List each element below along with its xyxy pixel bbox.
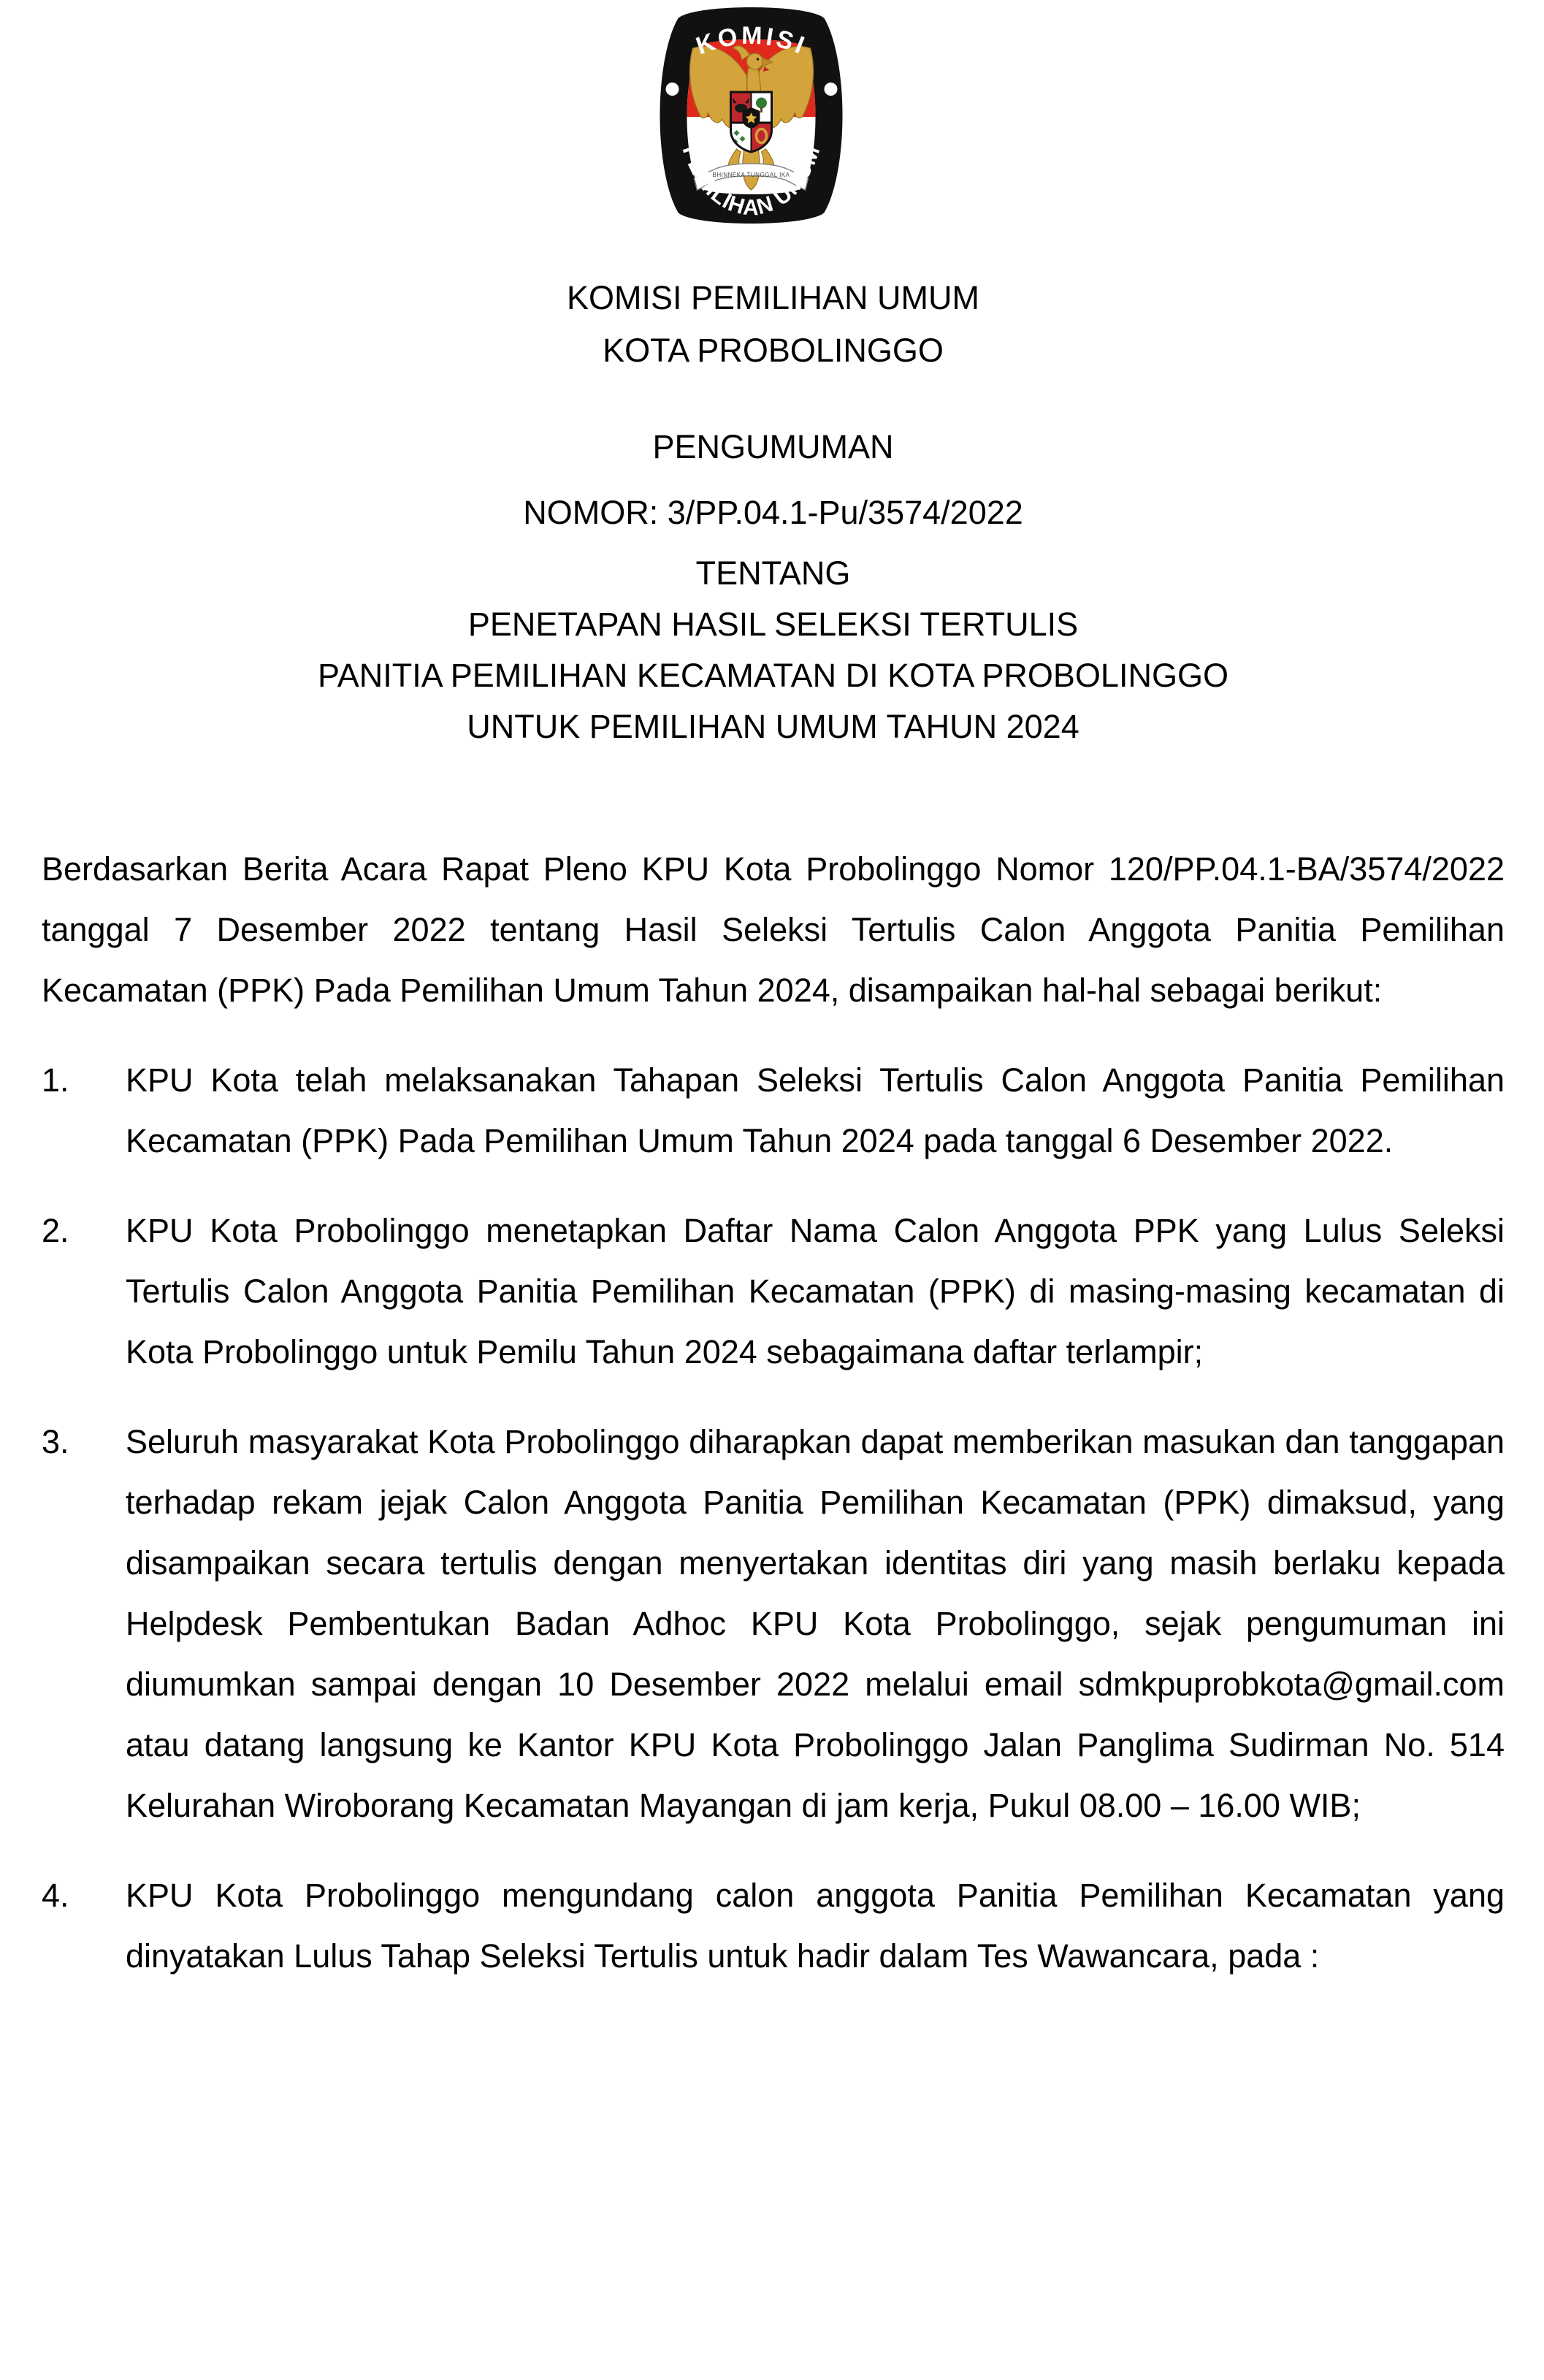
about-label: TENTANG	[695, 554, 851, 592]
list-item	[42, 1411, 1505, 1836]
org-name-line2: KOTA PROBOLINGGO	[603, 332, 944, 369]
item-number: 3.	[42, 1423, 69, 1460]
item-text: KPU Kota Probolinggo mengundang calon anggota Panitia Pemilihan Kecamatan yang dinyatakan Lulus Tahap Seleksi Tertulis untuk hadir dalam Tes Wawancara, pada :	[126, 1877, 1505, 1975]
org-name-line1: KOMISI PEMILIHAN UMUM	[566, 279, 980, 316]
list-item	[42, 1200, 1505, 1382]
banner-text: BHINNEKA TUNGGAL IKA	[711, 172, 790, 178]
subject-block	[42, 548, 1505, 752]
kpu-logo	[654, 6, 849, 225]
list-item	[42, 1865, 1505, 1986]
announcement-items	[42, 1050, 1505, 1986]
subject-line-2: PANITIA PEMILIHAN KECAMATAN DI KOTA PROBOLINGGO	[318, 657, 1228, 694]
logo-top-label: KOMISI	[692, 21, 811, 61]
subject-line-3: UNTUK PEMILIHAN UMUM TAHUN 2024	[467, 708, 1079, 745]
list-item	[42, 1050, 1505, 1171]
logo-bottom-label: PEMILIHAN UMUM	[677, 142, 825, 221]
item-number: 4.	[42, 1877, 69, 1914]
org-title-block	[42, 272, 1505, 377]
doc-number: NOMOR: 3/PP.04.1-Pu/3574/2022	[523, 494, 1023, 531]
item-text: KPU Kota telah melaksanakan Tahapan Seleksi Tertulis Calon Anggota Panitia Pemilihan Kecamatan (PPK) Pada Pemilihan Umum Tahun 2024 pada tanggal 6 Desember 2022.	[126, 1061, 1505, 1159]
item-text: Seluruh masyarakat Kota Probolinggo diharapkan dapat memberikan masukan dan tanggapan terhadap rekam jejak Calon Anggota Panitia Pemilihan Kecamatan (PPK) dimaksud, yang disampaikan secara tertulis dengan menyertakan identitas diri yang masih berlaku kepada Helpdesk Pembentukan Badan Adhoc KPU Kota Probolinggo, sejak pengumuman ini diumumkan sampai dengan 10 Desember 2022 melalui email sdmkpuprobkota@gmail.com atau datang langsung ke Kantor KPU Kota Probolinggo Jalan Panglima Sudirman No. 514 Kelurahan Wiroborang Kecamatan Mayangan di jam kerja, Pukul 08.00 – 16.00 WIB;	[126, 1423, 1505, 1824]
item-number: 1.	[42, 1061, 69, 1099]
item-text: KPU Kota Probolinggo menetapkan Daftar Nama Calon Anggota PPK yang Lulus Seleksi Tertulis Calon Anggota Panitia Pemilihan Kecamatan (PPK) di masing-masing kecamatan di Kota Probolinggo untuk Pemilu Tahun 2024 sebagaimana daftar terlampir;	[126, 1212, 1505, 1370]
subject-line-1: PENETAPAN HASIL SELEKSI TERTULIS	[467, 606, 1079, 643]
doc-type: PENGUMUMAN	[652, 428, 894, 465]
item-number: 2.	[42, 1212, 69, 1249]
intro-paragraph: Berdasarkan Berita Acara Rapat Pleno KPU Kota Probolinggo Nomor 120/PP.04.1-BA/3574/2022 tanggal 7 Desember 2022 tentang Hasil Seleksi Tertulis Calon Anggota Panitia Pemilihan Kecamatan (PPK) Pada Pemilihan Umum Tahun 2024, disampaikan hal-hal sebagai berikut:	[42, 850, 1505, 1009]
